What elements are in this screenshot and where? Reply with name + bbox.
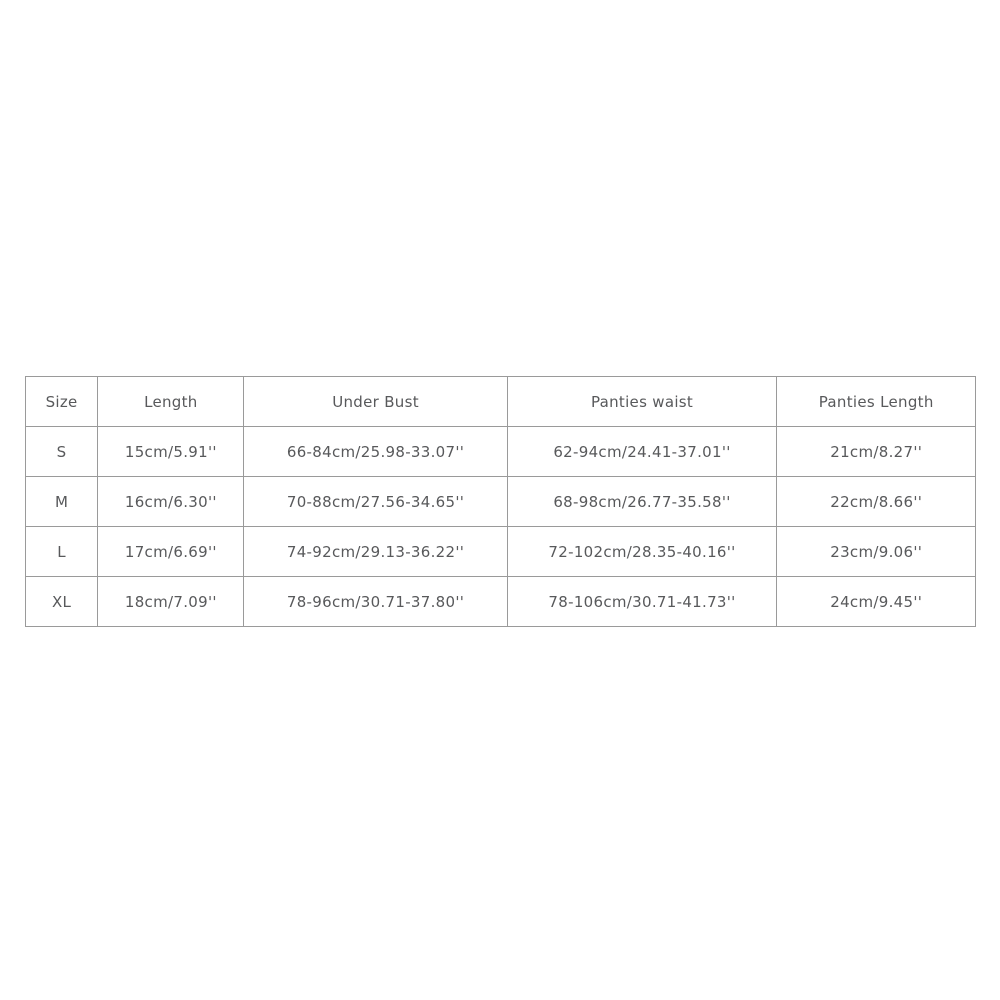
cell-panties-waist: 72-102cm/28.35-40.16'' bbox=[507, 527, 777, 577]
column-header-length: Length bbox=[98, 377, 244, 427]
cell-panties-waist: 78-106cm/30.71-41.73'' bbox=[507, 577, 777, 627]
cell-length: 15cm/5.91'' bbox=[98, 427, 244, 477]
column-header-under-bust: Under Bust bbox=[244, 377, 507, 427]
cell-panties-length: 21cm/8.27'' bbox=[777, 427, 976, 477]
column-header-panties-length: Panties Length bbox=[777, 377, 976, 427]
size-chart-table bbox=[25, 376, 976, 627]
table-row-l bbox=[26, 527, 976, 577]
table-row-m bbox=[26, 477, 976, 527]
cell-under-bust: 78-96cm/30.71-37.80'' bbox=[244, 577, 507, 627]
column-header-panties-waist: Panties waist bbox=[507, 377, 777, 427]
table-row-s bbox=[26, 427, 976, 477]
cell-under-bust: 70-88cm/27.56-34.65'' bbox=[244, 477, 507, 527]
column-header-size: Size bbox=[26, 377, 98, 427]
cell-length: 18cm/7.09'' bbox=[98, 577, 244, 627]
cell-size: XL bbox=[26, 577, 98, 627]
cell-panties-length: 22cm/8.66'' bbox=[777, 477, 976, 527]
cell-panties-waist: 62-94cm/24.41-37.01'' bbox=[507, 427, 777, 477]
cell-panties-length: 23cm/9.06'' bbox=[777, 527, 976, 577]
cell-panties-length: 24cm/9.45'' bbox=[777, 577, 976, 627]
cell-under-bust: 74-92cm/29.13-36.22'' bbox=[244, 527, 507, 577]
cell-size: S bbox=[26, 427, 98, 477]
cell-size: M bbox=[26, 477, 98, 527]
cell-panties-waist: 68-98cm/26.77-35.58'' bbox=[507, 477, 777, 527]
table-header-row bbox=[26, 377, 976, 427]
table-row-xl bbox=[26, 577, 976, 627]
cell-under-bust: 66-84cm/25.98-33.07'' bbox=[244, 427, 507, 477]
cell-size: L bbox=[26, 527, 98, 577]
cell-length: 17cm/6.69'' bbox=[98, 527, 244, 577]
cell-length: 16cm/6.30'' bbox=[98, 477, 244, 527]
